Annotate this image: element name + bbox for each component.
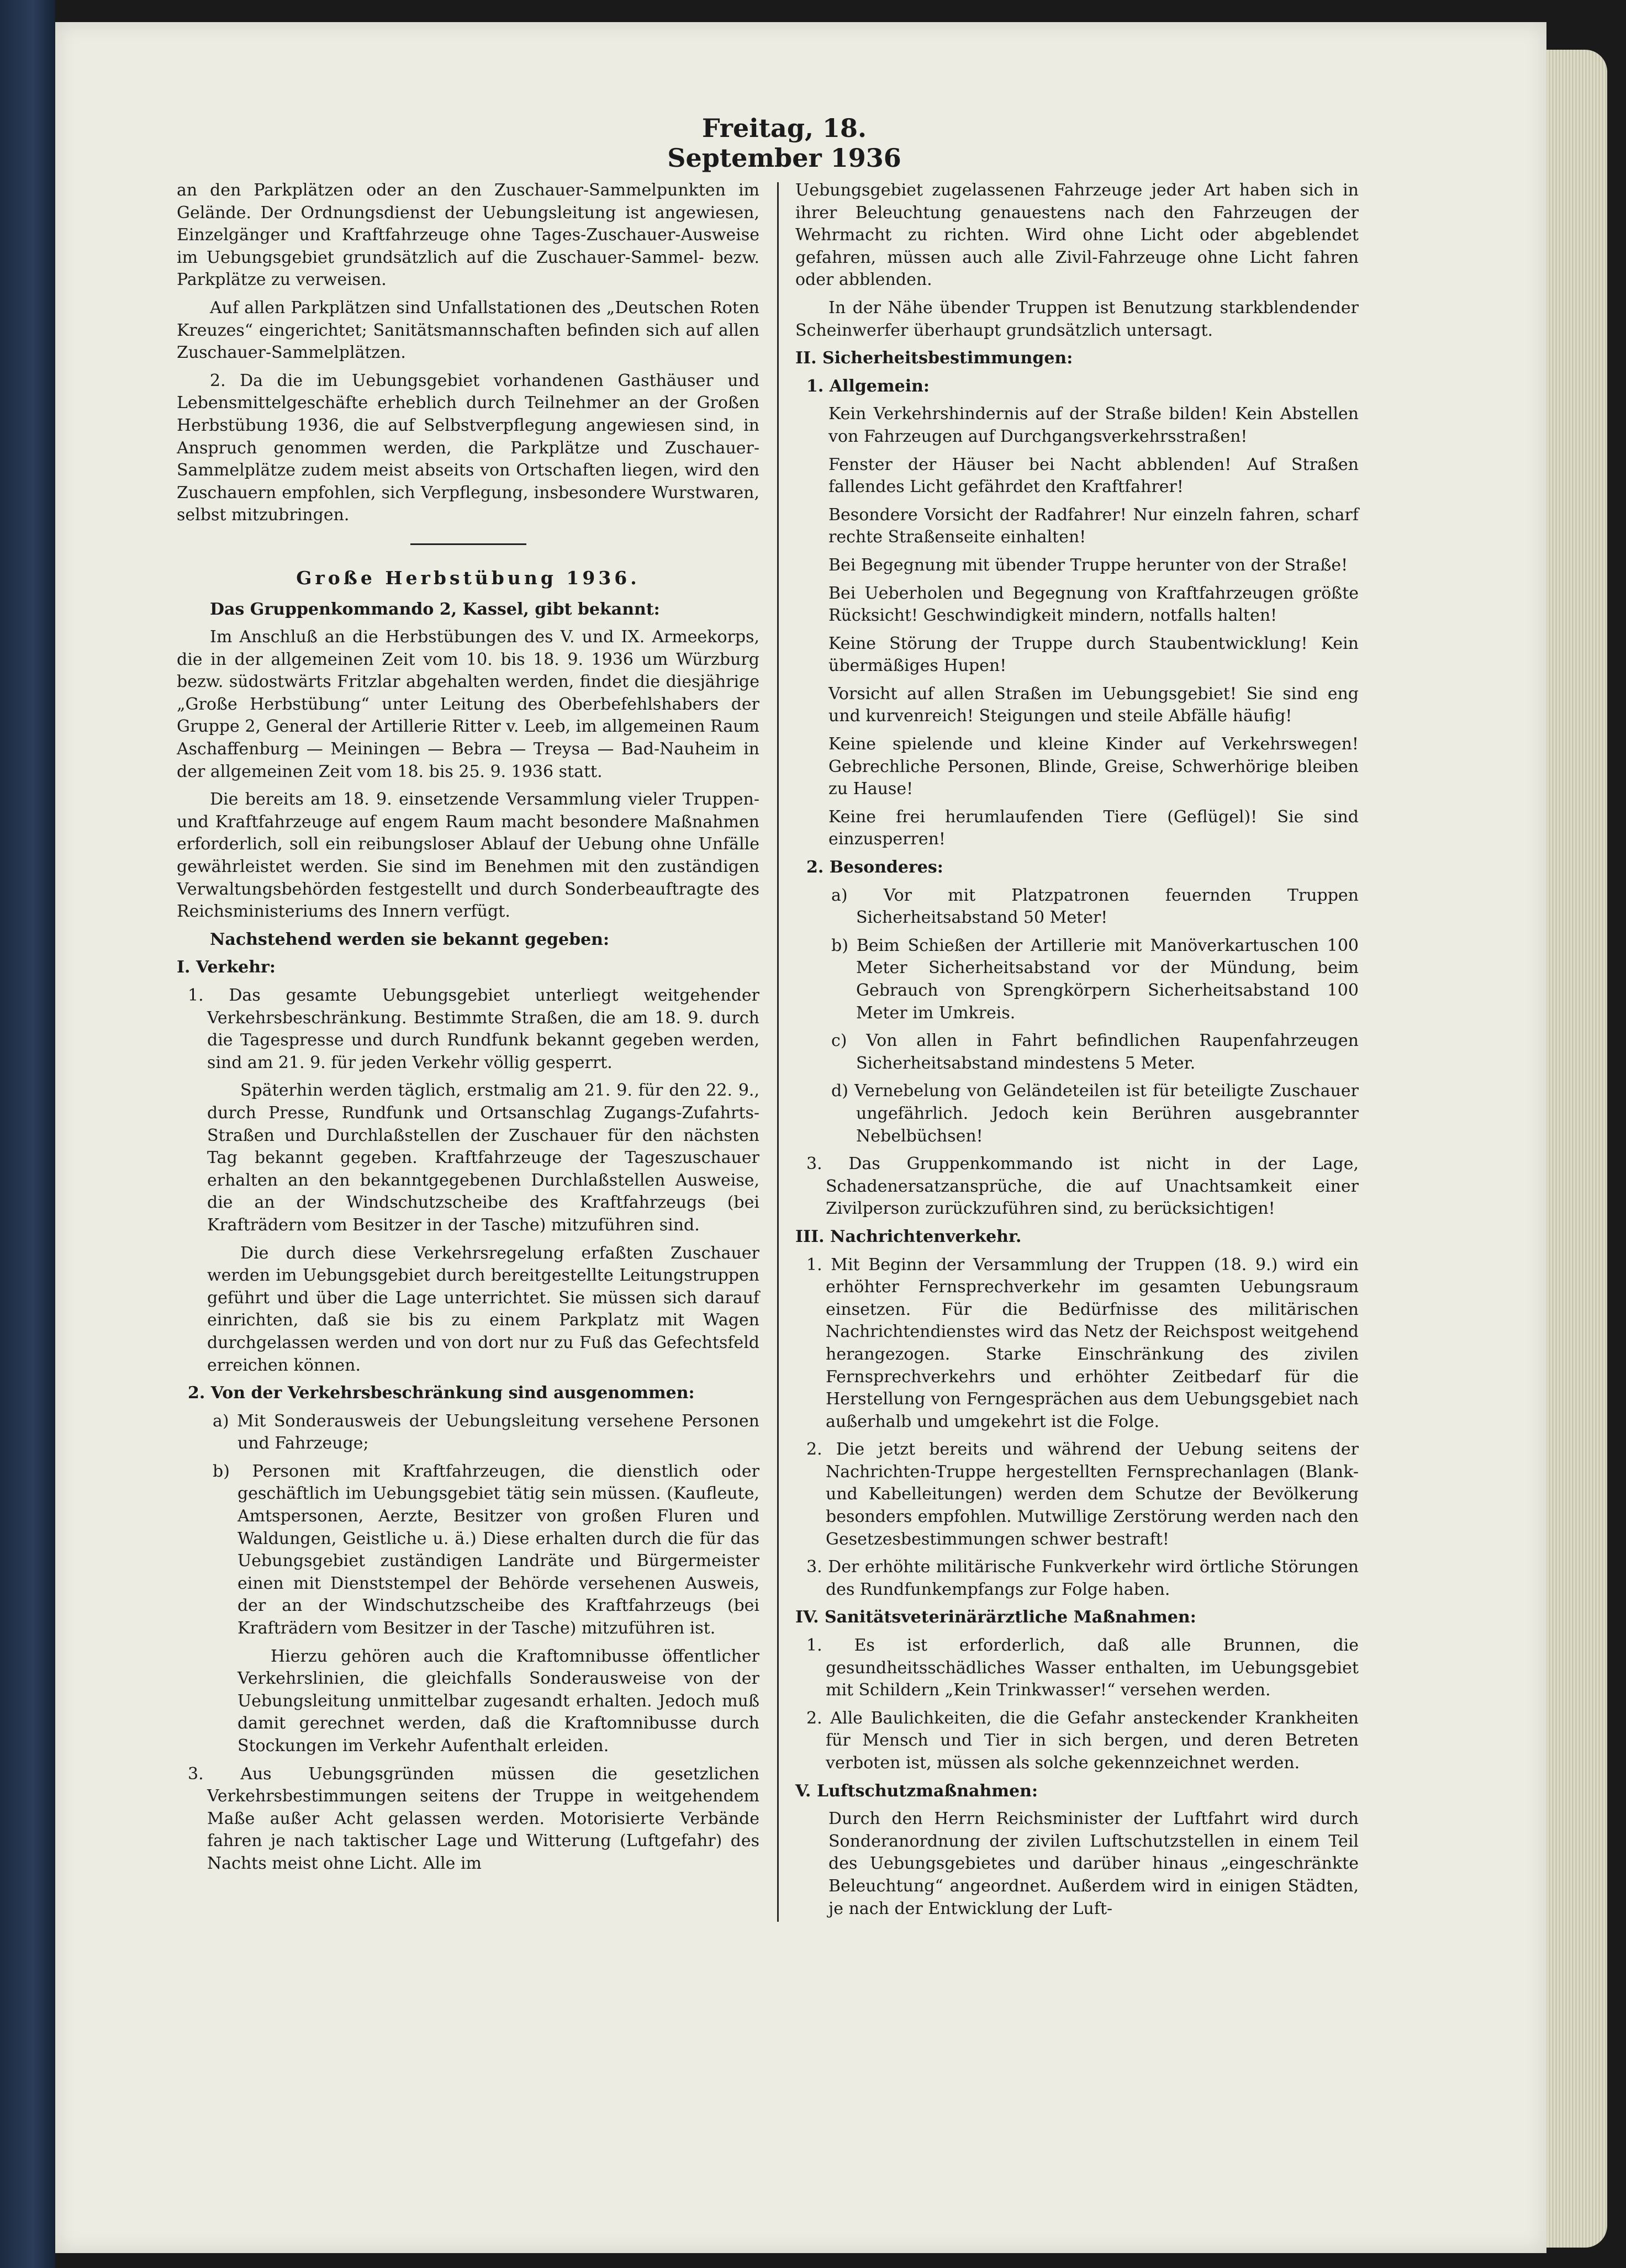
list-item: 1. Das gesamte Uebungsgebiet unterliegt weitgehender Verkehrsbeschränkung. Bestimmte Straßen, die am 18. 9. durch die Tagespresse und durch Rundfunk bekannt gegeben werden, sind am 21. 9. für jeden Verkehr völlig gesperrt.	[188, 986, 759, 1072]
left-column	[177, 179, 759, 1881]
rule-item: Fenster der Häuser bei Nacht abblenden! Auf Straßen fallendes Licht gefährdet den Kraftfahrer!	[828, 454, 1359, 497]
list-item: 2. Alle Baulichkeiten, die die Gefahr ansteckender Krankheiten für Mensch und Tier in sich bergen, und deren Betreten verboten ist, müssen als solche gekennzeichnet werden.	[806, 1708, 1359, 1773]
announcement-line: Das Gruppenkommando 2, Kassel, gibt bekannt:	[210, 599, 660, 619]
rule-item: Kein Verkehrshindernis auf der Straße bilden! Kein Abstellen von Fahrzeugen auf Durchgangsverkehrsstraßen!	[828, 404, 1359, 446]
sub-list-item: a) Mit Sonderausweis der Uebungsleitung versehene Personen und Fahrzeuge;	[213, 1411, 759, 1453]
rule-item: Keine Störung der Truppe durch Staubentwicklung! Kein übermäßiges Hupen!	[828, 633, 1359, 676]
list-item: 3. Aus Uebungsgründen müssen die gesetzlichen Verkehrsbestimmungen seitens der Truppe in weitgehendem Maße außer Acht gelassen werden. Motorisierte Verbände fahren je nach taktischer Lage und Witterung (Luftgefahr) des Nachts meist ohne Licht. Alle im	[188, 1764, 759, 1873]
list-item: 1. Es ist erforderlich, daß alle Brunnen, die gesundheitsschädliches Wasser enthalten, im Uebungsgebiet mit Schildern „Kein Trinkwasser!“ versehen werden.	[806, 1636, 1359, 1700]
list-item: 1. Allgemein:	[806, 376, 930, 396]
sub-list-item: b) Beim Schießen der Artillerie mit Manöverkartuschen 100 Meter Sicherheitsabstand vor der Mündung, beim Gebrauch von Sprengkörpern Sicherheitsabstand 100 Meter im Umkreis.	[831, 935, 1359, 1023]
paragraph: 2. Da die im Uebungsgebiet vorhandenen Gasthäuser und Lebensmittelgeschäfte erheblich durch Teilnehmer an der Großen Herbstübung 1936, die auf Selbstverpflegung angewiesen sind, in Anspruch genommen werden, die Parkplätze und Zuschauer-Sammelplätze zudem meist abseits von Ortschaften liegen, wird den Zuschauern empfohlen, sich Verpflegung, insbesondere Wurstwaren, selbst mitzubringen.	[177, 371, 759, 525]
sub-list-item: d) Vernebelung von Geländeteilen ist für beteiligte Zuschauer ungefährlich. Jedoch kein Berühren ausgebrannter Nebelbüchsen!	[831, 1081, 1359, 1146]
article-title: Große Herbstübung 1936.	[296, 567, 640, 589]
rule-item: Besondere Vorsicht der Radfahrer! Nur einzeln fahren, scharf rechte Straßenseite einhalten!	[828, 505, 1359, 547]
book-binding	[0, 0, 55, 2268]
section-divider	[410, 543, 526, 545]
paragraph: Späterhin werden täglich, erstmalig am 21. 9. für den 22. 9., durch Presse, Rundfunk und Ortsanschlag Zugangs-Zufahrts-Straßen und Durchlaßstellen der Zuschauer für den nächsten Tag bekannt gegeben. Kraftfahrzeuge der Tageszuschauer erhalten an den bekanntgegebenen Durchlaßstellen Ausweise, die an der Windschutzscheibe des Kraftfahrzeugs (bei Krafträdern vom Besitzer in der Tasche) mitzuführen sind.	[207, 1081, 759, 1235]
paragraph: Uebungsgebiet zugelassenen Fahrzeuge jeder Art haben sich in ihrer Beleuchtung genauestens nach den Fahrzeugen der Wehrmacht zu richten. Wird ohne Licht oder abgeblendet gefahren, müssen auch alle Zivil-Fahrzeuge ohne Licht fahren oder abblenden.	[795, 181, 1359, 290]
paragraph: Auf allen Parkplätzen sind Unfallstationen des „Deutschen Roten Kreuzes“ eingerichtet; Sanitätsmannschaften befinden sich auf allen Zuschauer-Sammelplätzen.	[177, 298, 759, 363]
rule-item: Vorsicht auf allen Straßen im Uebungsgebiet! Sie sind eng und kurvenreich! Steigungen und steile Abfälle häufig!	[828, 684, 1359, 726]
paragraph: Hierzu gehören auch die Kraftomnibusse öffentlicher Verkehrslinien, die gleichfalls Sonderausweise von der Uebungsleitung unmittelbar zugesandt erhalten. Jedoch muß damit gerechnet werden, daß die Kraftomnibusse durch Stockungen im Verkehr Aufenthalt erleiden.	[237, 1646, 759, 1756]
list-item: 2. Von der Verkehrsbeschränkung sind ausgenommen:	[188, 1383, 695, 1403]
sub-list-item: a) Vor mit Platzpatronen feuernden Truppen Sicherheitsabstand 50 Meter!	[831, 885, 1359, 928]
page-edges	[1546, 50, 1607, 2248]
list-item: 3. Der erhöhte militärische Funkverkehr wird örtliche Störungen des Rundfunkempfangs zur Folge haben.	[806, 1557, 1359, 1599]
rule-item: Bei Begegnung mit übender Truppe herunter von der Straße!	[828, 555, 1348, 575]
sub-list-item: c) Von allen in Fahrt befindlichen Raupenfahrzeugen Sicherheitsabstand mindestens 5 Meter.	[831, 1031, 1359, 1073]
section-heading: III. Nachrichtenverkehr.	[795, 1226, 1022, 1246]
right-column	[795, 179, 1359, 1926]
sub-list-item: b) Personen mit Kraftfahrzeugen, die dienstlich oder geschäftlich im Uebungsgebiet tätig sein müssen. (Kaufleute, Amtspersonen, Aerzte, Besitzer von großen Fluren und Waldungen, Geistliche u. ä.) Diese erhalten durch die für das Uebungsgebiet zuständigen Landräte und Bürgermeister einen mit Dienststempel der Behörde versehenen Ausweis, der an der Windschutzscheibe des Kraftfahrzeugs (bei Krafträdern vom Besitzer in der Tasche) mitzuführen ist.	[213, 1461, 759, 1638]
paragraph: Durch den Herrn Reichsminister der Luftfahrt wird durch Sonderanordnung der zivilen Luftschutzstellen in einem Teil des Uebungsgebietes und darüber hinaus „eingeschränkte Beleuchtung“ angeordnet. Außerdem wird in einigen Städten, je nach der Entwicklung der Luft-	[828, 1809, 1359, 1918]
rule-item: Keine frei herumlaufenden Tiere (Geflügel)! Sie sind einzusperren!	[828, 807, 1359, 849]
column-divider	[777, 182, 779, 1922]
paragraph: Die durch diese Verkehrsregelung erfaßten Zuschauer werden im Uebungsgebiet durch bereitgestellte Leitungstruppen geführt und über die Lage unterrichtet. Sie müssen sich darauf einrichten, daß sie bis zu einem Parkplatz mit Wagen durchgelassen werden und von dort nur zu Fuß das Gefechtsfeld erreichen können.	[207, 1243, 759, 1375]
list-item: 2. Die jetzt bereits und während der Uebung seitens der Nachrichten-Truppe hergestellten Fernsprechanlagen (Blank- und Kabelleitungen) werden dem Schutze der Bevölkerung besonders empfohlen. Mutwillige Zerstörung werden nach den Gesetzesbestimmungen schwer bestraft!	[806, 1440, 1359, 1549]
list-item: 1. Mit Beginn der Versammlung der Truppen (18. 9.) wird ein erhöhter Fernsprechverkehr im gesamten Uebungsraum einsetzen. Für die Bedürfnisse des militärischen Nachrichtendienstes wird das Netz der Reichspost weitgehend herangezogen. Starke Einschränkung des zivilen Fernsprechverkehrs und erhöhter Zeitbedarf für die Herstellung von Ferngesprächen aus dem Uebungsgebiet nach außerhalb und umgekehrt ist die Folge.	[806, 1255, 1359, 1431]
list-item: 3. Das Gruppenkommando ist nicht in der Lage, Schadenersatzansprüche, die auf Unachtsamkeit einer Zivilperson zurückzuführen sind, zu berücksichtigen!	[806, 1154, 1359, 1219]
section-heading: IV. Sanitätsveterinärärztliche Maßnahmen:	[795, 1608, 1196, 1627]
section-heading: V. Luftschutzmaßnahmen:	[795, 1781, 1038, 1801]
paragraph: Die bereits am 18. 9. einsetzende Versammlung vieler Truppen- und Kraftfahrzeuge auf engem Raum macht besondere Maßnahmen erforderlich, soll ein reibungsloser Ablauf der Uebung ohne Unfälle gewährleistet werden. Sie sind im Benehmen mit den zuständigen Verwaltungsbehörden festgestellt und durch Sonderbeauftragte des Reichsministeriums des Innern verfügt.	[177, 790, 759, 922]
page-header-date: Freitag, 18. September 1936	[667, 113, 901, 173]
rule-item: Keine spielende und kleine Kinder auf Verkehrswegen! Gebrechliche Personen, Blinde, Greise, Schwerhörige bleiben zu Hause!	[828, 734, 1359, 799]
list-item: 2. Besonderes:	[806, 858, 943, 877]
paragraph: In der Nähe übender Truppen ist Benutzung starkblendender Scheinwerfer überhaupt grundsätzlich untersagt.	[795, 298, 1359, 340]
paragraph: an den Parkplätzen oder an den Zuschauer-Sammelpunkten im Gelände. Der Ordnungsdienst der Uebungsleitung ist angewiesen, Einzelgänger und Kraftfahrzeuge ohne Tages-Zuschauer-Ausweise im Uebungsgebiet grundsätzlich auf die Zuschauer-Sammel- bezw. Parkplätze zu verweisen.	[177, 181, 759, 290]
section-heading: I. Verkehr:	[177, 958, 276, 977]
section-heading: II. Sicherheitsbestimmungen:	[795, 348, 1073, 368]
paragraph: Im Anschluß an die Herbstübungen des V. und IX. Armeekorps, die in der allgemeinen Zeit vom 10. bis 18. 9. 1936 um Würzburg bezw. südostwärts Fritzlar abgehalten werden, findet die diesjährige „Große Herbstübung“ unter Leitung des Oberbefehlshabers der Gruppe 2, General der Artillerie Ritter v. Leeb, im allgemeinen Raum Aschaffenburg — Meiningen — Bebra — Treysa — Bad-Nauheim in der allgemeinen Zeit vom 18. bis 25. 9. 1936 statt.	[177, 627, 759, 781]
rule-item: Bei Ueberholen und Begegnung von Kraftfahrzeugen größte Rücksicht! Geschwindigkeit mindern, notfalls halten!	[828, 583, 1359, 626]
paragraph: Nachstehend werden sie bekannt gegeben:	[210, 929, 610, 949]
